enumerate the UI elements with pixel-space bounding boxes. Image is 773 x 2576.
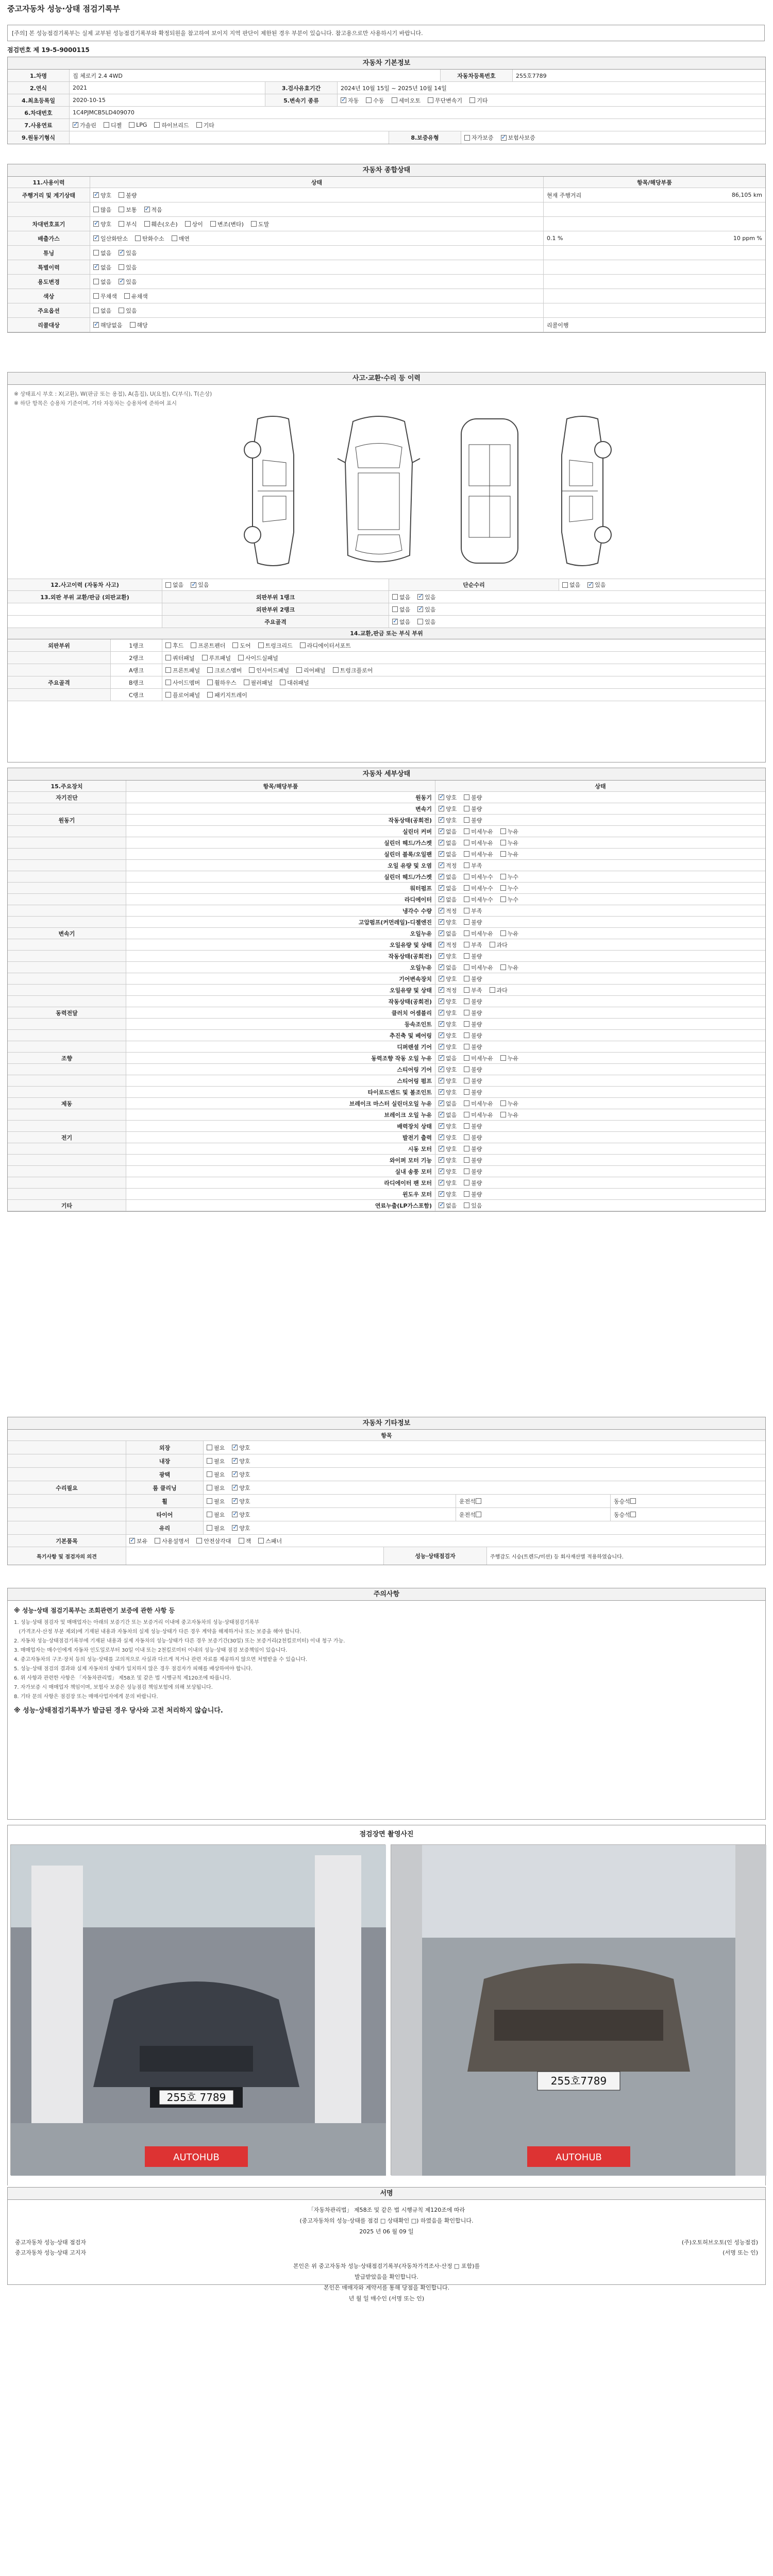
checkbox[interactable] (464, 1112, 469, 1117)
checkbox[interactable] (165, 642, 171, 648)
checkbox[interactable] (500, 851, 506, 857)
checkbox[interactable] (464, 862, 469, 868)
detail-row: 배력장치 상태 ✓ 양호 불량 (8, 1121, 765, 1132)
car-name: 집 체로키 2.4 4WD (70, 70, 441, 81)
checkbox[interactable] (119, 279, 124, 284)
checkbox[interactable] (207, 1458, 212, 1464)
checkbox[interactable] (439, 953, 444, 959)
checkbox[interactable] (439, 1168, 444, 1174)
checkbox[interactable] (439, 964, 444, 970)
checkbox[interactable] (196, 122, 202, 128)
checkbox[interactable] (464, 840, 469, 845)
checkbox[interactable] (439, 919, 444, 925)
checkbox[interactable] (104, 122, 109, 128)
inspection-photo-rear (391, 1844, 766, 2175)
checkbox[interactable] (464, 998, 469, 1004)
checkbox[interactable] (144, 221, 150, 227)
checkbox[interactable] (439, 896, 444, 902)
checkbox[interactable] (207, 1471, 212, 1477)
engine-label: 9.원동기형식 (8, 131, 70, 144)
summary-row: 많음 보통 ✓ 적음 (8, 202, 765, 217)
car-diagram-side-left (234, 414, 312, 568)
checkbox[interactable] (93, 279, 99, 284)
checkbox[interactable] (439, 1146, 444, 1151)
checkbox[interactable] (207, 667, 213, 673)
checkbox[interactable] (93, 293, 99, 299)
checkbox[interactable] (366, 97, 372, 103)
checkbox[interactable] (73, 122, 78, 128)
checkbox[interactable] (439, 862, 444, 868)
checkbox[interactable] (464, 1180, 469, 1185)
detail-row: 작동상태(공회전) ✓ 양호 불량 (8, 996, 765, 1007)
checkbox[interactable] (464, 1066, 469, 1072)
damage-table: 12.사고이력 (자동차 사고) 없음 ✓ 있음 단순수리 없음 ✓ 있음 13.외판 부위 교환/판금 (외판교환) 외판부위 1랭크 없음 ✓ 있음 외판부위 2랭크 없음 ✓ 있음 주요골격 ✓ 없음 있음 14.교환,판금 또는 부식 부위 외판부위 1랭크 후드 프론트펜더 도어 트렁크리드 라디에이터서포트 2랭크 쿼터패널 루프패널 사이드실패널 A랭크 프론트패널 크로스멤버 인사이드패널 리어패널 트렁크플로어 주요골격 B랭크 사이드멤버 휠하우스 필러패널 대쉬패널 C랭크 플로어패널 패키지트레이 (8, 579, 765, 701)
photos-header: 점검장면 촬영사진 (8, 1828, 765, 1841)
checkbox[interactable] (490, 942, 495, 947)
checkbox[interactable] (196, 1538, 202, 1544)
summary-row: 색상 무채색 유채색 (8, 289, 765, 303)
checkbox[interactable] (207, 1498, 212, 1504)
checkbox[interactable] (464, 1055, 469, 1061)
brand-text: AUTOHUB (556, 2152, 602, 2163)
detail-row: 실린더 헤드/가스켓 ✓ 없음 미세누유 누유 (8, 837, 765, 849)
checkbox[interactable] (464, 817, 469, 823)
plate-text: 255호7789 (550, 2075, 607, 2087)
car-name-label: 1.차명 (8, 70, 70, 81)
other-row: 외장 필요 ✓ 양호 (8, 1441, 765, 1454)
document-title: 중고자동차 성능·상태 점검기록부 (7, 4, 121, 13)
checkbox[interactable] (439, 794, 444, 800)
other-row: 내장 필요 ✓ 양호 (8, 1454, 765, 1468)
detail-row: 작동상태(공회전) ✓ 양호 불량 (8, 951, 765, 962)
warranty-label: 8.보증유형 (389, 131, 461, 144)
checkbox[interactable] (501, 135, 507, 141)
checkbox[interactable] (464, 1010, 469, 1015)
period: 2024년 10월 15일 ~ 2025년 10월 14일 (341, 84, 447, 92)
checkbox[interactable] (464, 851, 469, 857)
checkbox[interactable] (439, 998, 444, 1004)
other-row: 타이어 필요 ✓ 양호 운전석 동승석 (8, 1508, 765, 1521)
checkbox[interactable] (464, 1146, 469, 1151)
fuel-options: ✓ 가솔린 디젤 LPG 하이브리드 기타 (70, 119, 765, 131)
checkbox[interactable] (464, 1100, 469, 1106)
basic-info-section (7, 57, 766, 144)
checkbox[interactable] (239, 1538, 244, 1544)
checkbox[interactable] (93, 322, 99, 328)
detail-row: 변속기 오일누유 ✓ 없음 미세누유 누유 (8, 928, 765, 939)
checkbox[interactable] (464, 828, 469, 834)
detail-row: 변속기 ✓ 양호 불량 (8, 803, 765, 815)
detail-row: 실린더 커버 ✓ 없음 미세누유 누유 (8, 826, 765, 837)
checkbox[interactable] (300, 642, 306, 648)
checkbox[interactable] (165, 667, 171, 673)
checkbox[interactable] (464, 976, 469, 981)
reg-no: 255호7789 (516, 72, 547, 79)
brand-text: AUTOHUB (173, 2152, 220, 2163)
checkbox[interactable] (439, 1078, 444, 1083)
checkbox[interactable] (439, 828, 444, 834)
caution-lines: 1. 성능·상태 점검자 및 매매업자는 아래의 보증기간 또는 보증거리 이내에 중고자동차의 성능·상태점검기록부 (가격조사·산정 부분 제외)에 기재된 내용과 자동차의 실제 성능·상태가 다른 경우 계약을 해제하거나 또는 보증을 해야 합니다. 2. 자동차 성능·상태점검기록부에 기재된 내용과 실제 자동차의 성능·상태가 다른 경우 보증기간(30일) 또는 보증거리(2천킬로미터) 이내 청구 가능. 3. 매매업자는 매수인에게 자동차 인도일로부터 30일 이내 또는 2천킬로미터 이내의 성능·상태 점검 보증책임이 있습니다. 4. 중고자동차의 구조·장치 등의 성능·상태를 고의적으로 사실과 다르게 적거나 관련 자료를 제공하지 않으면 처벌받을 수 있습니다. 5. 성능·상태 점검의 결과와 실제 자동차의 상태가 일치하지 않은 경우 점검자가 피해를 배상하여야 합니다. 6. 위 사항과 관련한 사항은 「자동차관리법」 제58조 및 같은 법 시행규칙 제120조에 따릅니다. 7. 자가보증 시 매매업자 책임이며, 보험사 보증은 성능점검 책임보험에 의해 보상됩니다. 8. 기타 문의 사항은 점검장 또는 매매사업자에게 문의 바랍니다. (14, 1620, 345, 1700)
detail-row: 라디에이터 팬 모터 ✓ 양호 불량 (8, 1177, 765, 1189)
sign-header: 서명 (8, 2188, 765, 2200)
checkbox[interactable] (464, 964, 469, 970)
other-row: 유리 필요 ✓ 양호 (8, 1521, 765, 1535)
checkbox[interactable] (439, 1055, 444, 1061)
checkbox[interactable] (210, 221, 216, 227)
checkbox[interactable] (232, 1525, 238, 1531)
checkbox[interactable] (439, 806, 444, 811)
detail-row: 오일 유량 및 오염 ✓ 적정 부족 (8, 860, 765, 871)
checkbox[interactable] (439, 1112, 444, 1117)
checkbox[interactable] (333, 667, 339, 673)
detail-row: 추진축 및 베어링 ✓ 양호 불량 (8, 1030, 765, 1041)
checkbox[interactable] (439, 1180, 444, 1185)
checkbox[interactable] (135, 235, 141, 241)
checkbox[interactable] (464, 1191, 469, 1197)
caution-section: 주의사항 ※ 성능·상태 점검기록부는 조회관련기 보증에 관한 사항 등 1. 성능·상태 점검자 및 매매업자는 아래의 보증기간 또는 보증거리 이내에 중고자동차의 성능·상태점검기록부 (가격조사·산정 부분 제외)에 기재된 내용과 자동차의 실제 성능·상태가 다른 경우 계약을 해제하거나 또는 보증을 해야 합니다. 2. 자동차 성능·상태점검기록부에 기재된 내용과 실제 자동차의 성능·상태가 다른 경우 보증기간(30일) 또는 보증거리(2천킬로미터) 이내 청구 가능. 3. 매매업자는 매수인에게 자동차 인도일로부터 30일 이내 또는 2천킬로미터 이내의 성능·상태 점검 보증책임이 있습니다. 4. 중고자동차의 구조·장치 등의 성능·상태를 고의적으로 사실과 다르게 적거나 관련 자료를 제공하지 않으면 처벌받을 수 있습니다. 5. 성능·상태 점검의 결과와 실제 자동차의 상태가 일치하지 않은 경우 점검자가 피해를 배상하여야 합니다. 6. 위 사항과 관련한 사항은 「자동차관리법」 제58조 및 같은 법 시행규칙 제120조에 따릅니다. 7. 자가보증 시 매매업자 책임이며, 보험사 보증은 성능점검 책임보험에 의해 보상됩니다. 8. 기타 문의 사항은 점검장 또는 매매사업자에게 문의 바랍니다. ※ 성능·상태점검기록부가 발급된 경우 당사와 고전 처리하지 않습니다. (7, 1588, 766, 1820)
cert-number: 점검번호 제 19-5-9000115 (7, 46, 90, 54)
checkbox[interactable] (439, 1202, 444, 1208)
vin-label: 6.차대번호 (8, 107, 70, 118)
checkbox[interactable] (130, 322, 136, 328)
other-row: 수리필요 룸 클리닝 필요 ✓ 양호 (8, 1481, 765, 1495)
summary-row: 차대번호표기 ✓ 양호 부식 훼손(오손) 상이 변조(변타) 도말 (8, 217, 765, 231)
car-diagram-interior (451, 414, 528, 568)
checkbox[interactable] (464, 1044, 469, 1049)
detail-section: 자동차 세부상태 15.주요장치 항목/해당부품 상태 자기진단 원동기 ✓ 양호 불량 변속기 ✓ 양호 불량 원동기 작동상태(공회전) ✓ 양호 불량 실린더 커버 ✓ 없음 미세누유 누유 실린더 헤드/가스켓 ✓ 없음 미세누유 누유 실린더 블록/오일팬 ✓ 없음 미세누유 누유 오일 유량 및 오염 ✓ 적정 부족 실린더 헤드/가스켓 ✓ 없음 미세누수 누수 워터펌프 ✓ 없음 미세누수 누수 라디에이터 ✓ 없음 미세누수 누수 냉각수 수량 ✓ 적정 부족 고압펌프(커먼레일)-디젤엔진 ✓ 양호 불량 변속기 오일누유 ✓ 없음 미세누유 누유 오일유량 및 상태 ✓ 적정 부족 과다 작동상태(공회전) ✓ 양호 불량 오일누유 ✓ 없음 미세누유 누유 기어변속장치 ✓ 양호 불량 오일유량 및 상태 ✓ 적정 부족 과다 작동상태(공회전) ✓ 양호 불량 동력전달 클러치 어셈블리 ✓ 양호 불량 등속조인트 ✓ 양호 불량 추진축 및 베어링 ✓ 양호 불량 디퍼렌셜 기어 ✓ 양호 불량 조향 동력조향 작동 오일 누유 ✓ 없음 미세누유 누유 스티어링 기어 ✓ 양호 불량 스티어링 펌프 ✓ 양호 불량 타이로드엔드 및 볼조인트 ✓ 양호 불량 제동 브레이크 마스터 실린더오일 누유 ✓ 없음 미세누유 누유 브레이크 오일 누유 ✓ 없음 미세누유 누유 배력장치 상태 ✓ 양호 불량 전기 발전기 출력 ✓ 양호 불량 시동 모터 ✓ 양호 불량 와이퍼 모터 기능 ✓ 양호 불량 실내 송풍 모터 ✓ 양호 불량 라디에이터 팬 모터 ✓ 양호 불량 윈도우 모터 ✓ 양호 불량 기타 연료누출(LP가스포함) ✓ 없음 있음 (7, 768, 766, 1212)
checkbox[interactable] (93, 235, 99, 241)
trans-label: 5.변속기 종류 (265, 94, 338, 106)
other-row: 휠 필요 ✓ 양호 운전석 동승석 (8, 1495, 765, 1508)
checkbox[interactable] (439, 987, 444, 993)
summary-row: 주요옵션 없음 있음 (8, 303, 765, 318)
reg-no-label: 자동차등록번호 (441, 70, 513, 81)
checkbox[interactable] (165, 582, 171, 588)
checkbox[interactable] (439, 885, 444, 891)
checkbox[interactable] (439, 1066, 444, 1072)
detail-header: 자동차 세부상태 (8, 768, 765, 781)
checkbox[interactable] (244, 680, 249, 685)
checkbox[interactable] (464, 135, 470, 141)
checkbox[interactable] (500, 964, 506, 970)
checkbox[interactable] (191, 582, 196, 588)
checkbox[interactable] (232, 1498, 238, 1504)
detail-row: 윈도우 모터 ✓ 양호 불량 (8, 1189, 765, 1200)
checkbox[interactable] (207, 1445, 212, 1450)
checkbox[interactable] (258, 642, 264, 648)
checkbox[interactable] (439, 817, 444, 823)
sign-section: 서명 「자동차관리법」 제58조 및 같은 법 시행규칙 제120조에 따라 (중고자동차의 성능·상태를 점검 □ 상태확인 □) 하였음을 확인합니다. 2025 년 06 월 09 일 중고자동차 성능·상태 점검자 (주)오토허브오토(인 성능점검) 중고자동차 성능·상태 고지자 (서명 또는 인) 본인은 위 중고자동차 성능·상태점검기록부(자동차가격조사·산정 □ 포함)를 발급받았음을 확인합니다. 본인은 매매자와 계약서를 통해 당점을 확인합니다. 년 월 일 매수인 (서명 또는 인) (7, 2187, 766, 2285)
checkbox[interactable] (439, 1123, 444, 1129)
checkbox[interactable] (439, 874, 444, 879)
checkbox[interactable] (464, 794, 469, 800)
checkbox[interactable] (165, 680, 171, 685)
checkbox[interactable] (296, 667, 302, 673)
detail-row: 냉각수 수량 ✓ 적정 부족 (8, 905, 765, 917)
fuel-label: 7.사용연료 (8, 119, 70, 131)
warranty-options: 자가보증 ✓ 보험사보증 (461, 131, 765, 144)
checkbox[interactable] (500, 885, 506, 891)
detail-row: 오일누유 ✓ 없음 미세누유 누유 (8, 962, 765, 973)
detail-row: 오일유량 및 상태 ✓ 적정 부족 과다 (8, 939, 765, 951)
checkbox[interactable] (232, 1445, 238, 1450)
checkbox[interactable] (476, 1498, 481, 1504)
checkbox[interactable] (464, 1157, 469, 1163)
checkbox[interactable] (439, 851, 444, 857)
checkbox[interactable] (119, 264, 124, 270)
checkbox[interactable] (124, 293, 130, 299)
summary-row: 리콜대상 ✓ 해당없음 해당 리콜이행 (8, 318, 765, 332)
detail-row: 스티어링 기어 ✓ 양호 불량 (8, 1064, 765, 1075)
checkbox[interactable] (165, 655, 171, 660)
detail-row: 스티어링 펌프 ✓ 양호 불량 (8, 1075, 765, 1087)
checkbox[interactable] (93, 192, 99, 198)
checkbox[interactable] (185, 221, 191, 227)
other-section: 자동차 기타정보 항목 외장 필요 ✓ 양호 내장 필요 ✓ 양호 광택 필요 ✓ 양호 수리필요 룸 클리닝 필요 ✓ 양호 휠 필요 ✓ 양호 운전석 동승석 타이어 필요 ✓ 양호 운전석 동승석 유리 필요 ✓ 양호 기본품목 ✓ 보유 사용설명서 안전삼각대 잭 스패너 특기사항 및 점검자의 의견 성능·상태점검자 주행감도 시승(트렌드/미션) 등 회사재산별 적용하였습니다. (7, 1417, 766, 1565)
detail-row: 조향 동력조향 작동 오일 누유 ✓ 없음 미세누유 누유 (8, 1053, 765, 1064)
car-diagram-top (327, 411, 430, 571)
checkbox[interactable] (280, 680, 285, 685)
checkbox[interactable] (232, 1471, 238, 1477)
detail-row: 디퍼렌셜 기어 ✓ 양호 불량 (8, 1041, 765, 1053)
summary-section: 자동차 종합상태 11.사용이력 상태 항목/해당부품 주행거리 및 계기상태 ✓ 양호 불량 현재 주행거리 86,105 km 많음 보통 ✓ 적음 차대번호표기 ✓ 양호 부식 훼손(오손) 상이 변조(변타) 도말 배출가스 ✓ 일산화탄소 탄화수소 매연 0.1 % 10 ppm % 튜닝 없음 ✓ 있음 특별이력 ✓ 없음 있음 용도변경 없음 ✓ 있음 색상 무채색 유채색 주요옵션 없음 있음 리콜대상 ✓ 해당없음 해당 리콜이행 (7, 164, 766, 333)
period-label: 3.검사유효기간 (265, 82, 338, 94)
checkbox[interactable] (251, 221, 257, 227)
detail-row: 기어변속장치 ✓ 양호 불량 (8, 973, 765, 985)
summary-row: 특별이력 ✓ 없음 있음 (8, 260, 765, 275)
damage-header: 사고·교환·수리 등 이력 (8, 372, 765, 385)
checkbox[interactable] (232, 1458, 238, 1464)
checkbox[interactable] (232, 1485, 238, 1490)
checkbox[interactable] (490, 987, 495, 993)
notice-box: [주의] 본 성능점검기록부는 실제 교부된 성능점검기록부와 확정되원을 참고하여 보이지 지역 판단이 제한된 경우 부분이 있습니다. 참고용으로만 사용하시기 바랍니다. (7, 25, 765, 41)
checkbox[interactable] (439, 942, 444, 947)
other-header: 자동차 기타정보 (8, 1417, 765, 1430)
checkbox[interactable] (500, 1112, 506, 1117)
checkbox[interactable] (464, 874, 469, 879)
summary-header: 자동차 종합상태 (8, 164, 765, 177)
checkbox[interactable] (464, 885, 469, 891)
checkbox[interactable] (439, 908, 444, 913)
trans-options: ✓ 자동 수동 세미오토 무단변속기 기타 (338, 94, 765, 106)
detail-row: 등속조인트 ✓ 양호 불량 (8, 1019, 765, 1030)
checkbox[interactable] (165, 692, 171, 698)
checkbox[interactable] (500, 828, 506, 834)
damage-rank-rows (8, 639, 765, 701)
detail-row: 브레이크 오일 누유 ✓ 없음 미세누유 누유 (8, 1109, 765, 1121)
checkbox[interactable] (439, 1191, 444, 1197)
checkbox[interactable] (93, 264, 99, 270)
detail-rows (8, 792, 765, 1211)
checkbox[interactable] (439, 930, 444, 936)
checkbox[interactable] (129, 1538, 135, 1544)
checkbox[interactable] (464, 806, 469, 811)
checkbox[interactable] (562, 582, 568, 588)
damage-rank-row: 외판부위 1랭크 후드 프론트펜더 도어 트렁크리드 라디에이터서포트 (8, 639, 765, 652)
detail-row: 시동 모터 ✓ 양호 불량 (8, 1143, 765, 1155)
checkbox[interactable] (500, 896, 506, 902)
checkbox[interactable] (129, 122, 135, 128)
checkbox[interactable] (207, 680, 213, 685)
checkbox[interactable] (464, 1123, 469, 1129)
checkbox[interactable] (341, 97, 346, 103)
detail-row: 실린더 블록/오일팬 ✓ 없음 미세누유 누유 (8, 849, 765, 860)
checkbox[interactable] (439, 1010, 444, 1015)
first-reg-label: 4.최초등록일 (8, 94, 70, 106)
checkbox[interactable] (464, 1089, 469, 1095)
checkbox[interactable] (464, 1202, 469, 1208)
checkbox[interactable] (500, 1100, 506, 1106)
checkbox[interactable] (464, 930, 469, 936)
checkbox[interactable] (191, 642, 196, 648)
checkbox[interactable] (202, 655, 208, 660)
summary-row: 튜닝 없음 ✓ 있음 (8, 246, 765, 260)
checkbox[interactable] (464, 1021, 469, 1027)
checkbox[interactable] (469, 97, 475, 103)
caution-header: 주의사항 (8, 1588, 765, 1601)
checkbox[interactable] (207, 1525, 212, 1531)
checkbox[interactable] (172, 235, 177, 241)
checkbox[interactable] (464, 1078, 469, 1083)
summary-row: 주행거리 및 계기상태 ✓ 양호 불량 현재 주행거리 86,105 km (8, 188, 765, 202)
checkbox[interactable] (439, 1100, 444, 1106)
checkbox[interactable] (119, 250, 124, 256)
basic-info-header: 자동차 기본정보 (8, 57, 765, 70)
checkbox[interactable] (439, 1032, 444, 1038)
damage-rank-row: 주요골격 B랭크 사이드멤버 휠하우스 필러패널 대쉬패널 (8, 676, 765, 689)
plate-text: 255호 7789 (166, 2091, 226, 2104)
detail-row: 실린더 헤드/가스켓 ✓ 없음 미세누수 누수 (8, 871, 765, 883)
checkbox[interactable] (464, 896, 469, 902)
checkbox[interactable] (119, 221, 124, 227)
checkbox[interactable] (93, 250, 99, 256)
checkbox[interactable] (464, 919, 469, 925)
checkbox[interactable] (232, 1512, 238, 1517)
detail-row: 워터펌프 ✓ 없음 미세누수 누수 (8, 883, 765, 894)
year-label: 2.연식 (8, 82, 70, 94)
checkbox[interactable] (464, 942, 469, 947)
detail-row: 타이로드엔드 및 볼조인트 ✓ 양호 불량 (8, 1087, 765, 1098)
checkbox[interactable] (93, 207, 99, 212)
detail-row: 동력전달 클러치 어셈블리 ✓ 양호 불량 (8, 1007, 765, 1019)
engine-value (70, 131, 389, 144)
checkbox[interactable] (464, 987, 469, 993)
detail-row: 오일유량 및 상태 ✓ 적정 부족 과다 (8, 985, 765, 996)
first-reg: 2020-10-15 (70, 94, 265, 106)
damage-rank-row: A랭크 프론트패널 크로스멤버 인사이드패널 리어패널 트렁크플로어 (8, 664, 765, 676)
checkbox[interactable] (464, 1134, 469, 1140)
checkbox[interactable] (630, 1498, 636, 1504)
checkbox[interactable] (464, 908, 469, 913)
checkbox[interactable] (392, 97, 397, 103)
other-row: 광택 필요 ✓ 양호 (8, 1468, 765, 1481)
checkbox[interactable] (500, 840, 506, 845)
detail-row: 전기 발전기 출력 ✓ 양호 불량 (8, 1132, 765, 1143)
summary-row: 배출가스 ✓ 일산화탄소 탄화수소 매연 0.1 % 10 ppm % (8, 231, 765, 246)
checkbox[interactable] (439, 840, 444, 845)
checkbox[interactable] (500, 874, 506, 879)
car-diagram-side-right (544, 414, 621, 568)
checkbox[interactable] (428, 97, 433, 103)
checkbox[interactable] (93, 308, 99, 313)
checkbox[interactable] (93, 221, 99, 227)
year: 2021 (70, 82, 265, 94)
checkbox[interactable] (464, 1168, 469, 1174)
checkbox[interactable] (207, 1512, 212, 1517)
detail-row: 원동기 작동상태(공회전) ✓ 양호 불량 (8, 815, 765, 826)
checkbox[interactable] (439, 976, 444, 981)
detail-row: 와이퍼 모터 기능 ✓ 양호 불량 (8, 1155, 765, 1166)
checkbox[interactable] (144, 207, 150, 212)
checkbox[interactable] (500, 930, 506, 936)
checkbox[interactable] (630, 1512, 636, 1517)
checkbox[interactable] (439, 1134, 444, 1140)
detail-row: 자기진단 원동기 ✓ 양호 불량 (8, 792, 765, 803)
basic-items-options: ✓ 보유 사용설명서 안전삼각대 잭 스패너 (126, 1535, 765, 1547)
damage-section (7, 372, 766, 762)
checkbox[interactable] (439, 1021, 444, 1027)
checkbox[interactable] (119, 192, 124, 198)
checkbox[interactable] (258, 1538, 264, 1544)
detail-row: 라디에이터 ✓ 없음 미세누수 누수 (8, 894, 765, 905)
checkbox[interactable] (439, 1157, 444, 1163)
checkbox[interactable] (119, 207, 124, 212)
checkbox[interactable] (155, 1538, 160, 1544)
other-rows (8, 1441, 765, 1535)
detail-row: 제동 브레이크 마스터 실린더오일 누유 ✓ 없음 미세누유 누유 (8, 1098, 765, 1109)
checkbox[interactable] (476, 1512, 481, 1517)
checkbox[interactable] (207, 1485, 212, 1490)
damage-legend: ※ 상태표시 부호 : X(교환), W(판금 또는 용접), A(흠집), U(요철), C(부식), T(손상) ※ 하단 항목은 승용차 기준이며, 기타 자동차는 승용차에 준하여 표시 (14, 391, 212, 406)
checkbox[interactable] (207, 692, 213, 698)
checkbox[interactable] (238, 655, 244, 660)
checkbox[interactable] (464, 953, 469, 959)
summary-rows (8, 188, 765, 332)
summary-row: 용도변경 없음 ✓ 있음 (8, 275, 765, 289)
checkbox[interactable] (154, 122, 160, 128)
checkbox[interactable] (439, 1044, 444, 1049)
checkbox[interactable] (232, 642, 238, 648)
damage-rank-row: C랭크 플로어패널 패키지트레이 (8, 689, 765, 701)
damage-rank-row: 2랭크 쿼터패널 루프패널 사이드실패널 (8, 652, 765, 664)
detail-row: 기타 연료누출(LP가스포함) ✓ 없음 있음 (8, 1200, 765, 1211)
checkbox[interactable] (439, 1089, 444, 1095)
checkbox[interactable] (464, 1032, 469, 1038)
checkbox[interactable] (119, 308, 124, 313)
vin: 1C4PJMCB5LD409070 (73, 109, 135, 116)
checkbox[interactable] (587, 582, 593, 588)
detail-row: 실내 송풍 모터 ✓ 양호 불량 (8, 1166, 765, 1177)
inspection-photo-front (10, 1844, 385, 2175)
checkbox[interactable] (249, 667, 255, 673)
checkbox[interactable] (500, 1055, 506, 1061)
detail-row: 고압펌프(커먼레일)-디젤엔진 ✓ 양호 불량 (8, 917, 765, 928)
